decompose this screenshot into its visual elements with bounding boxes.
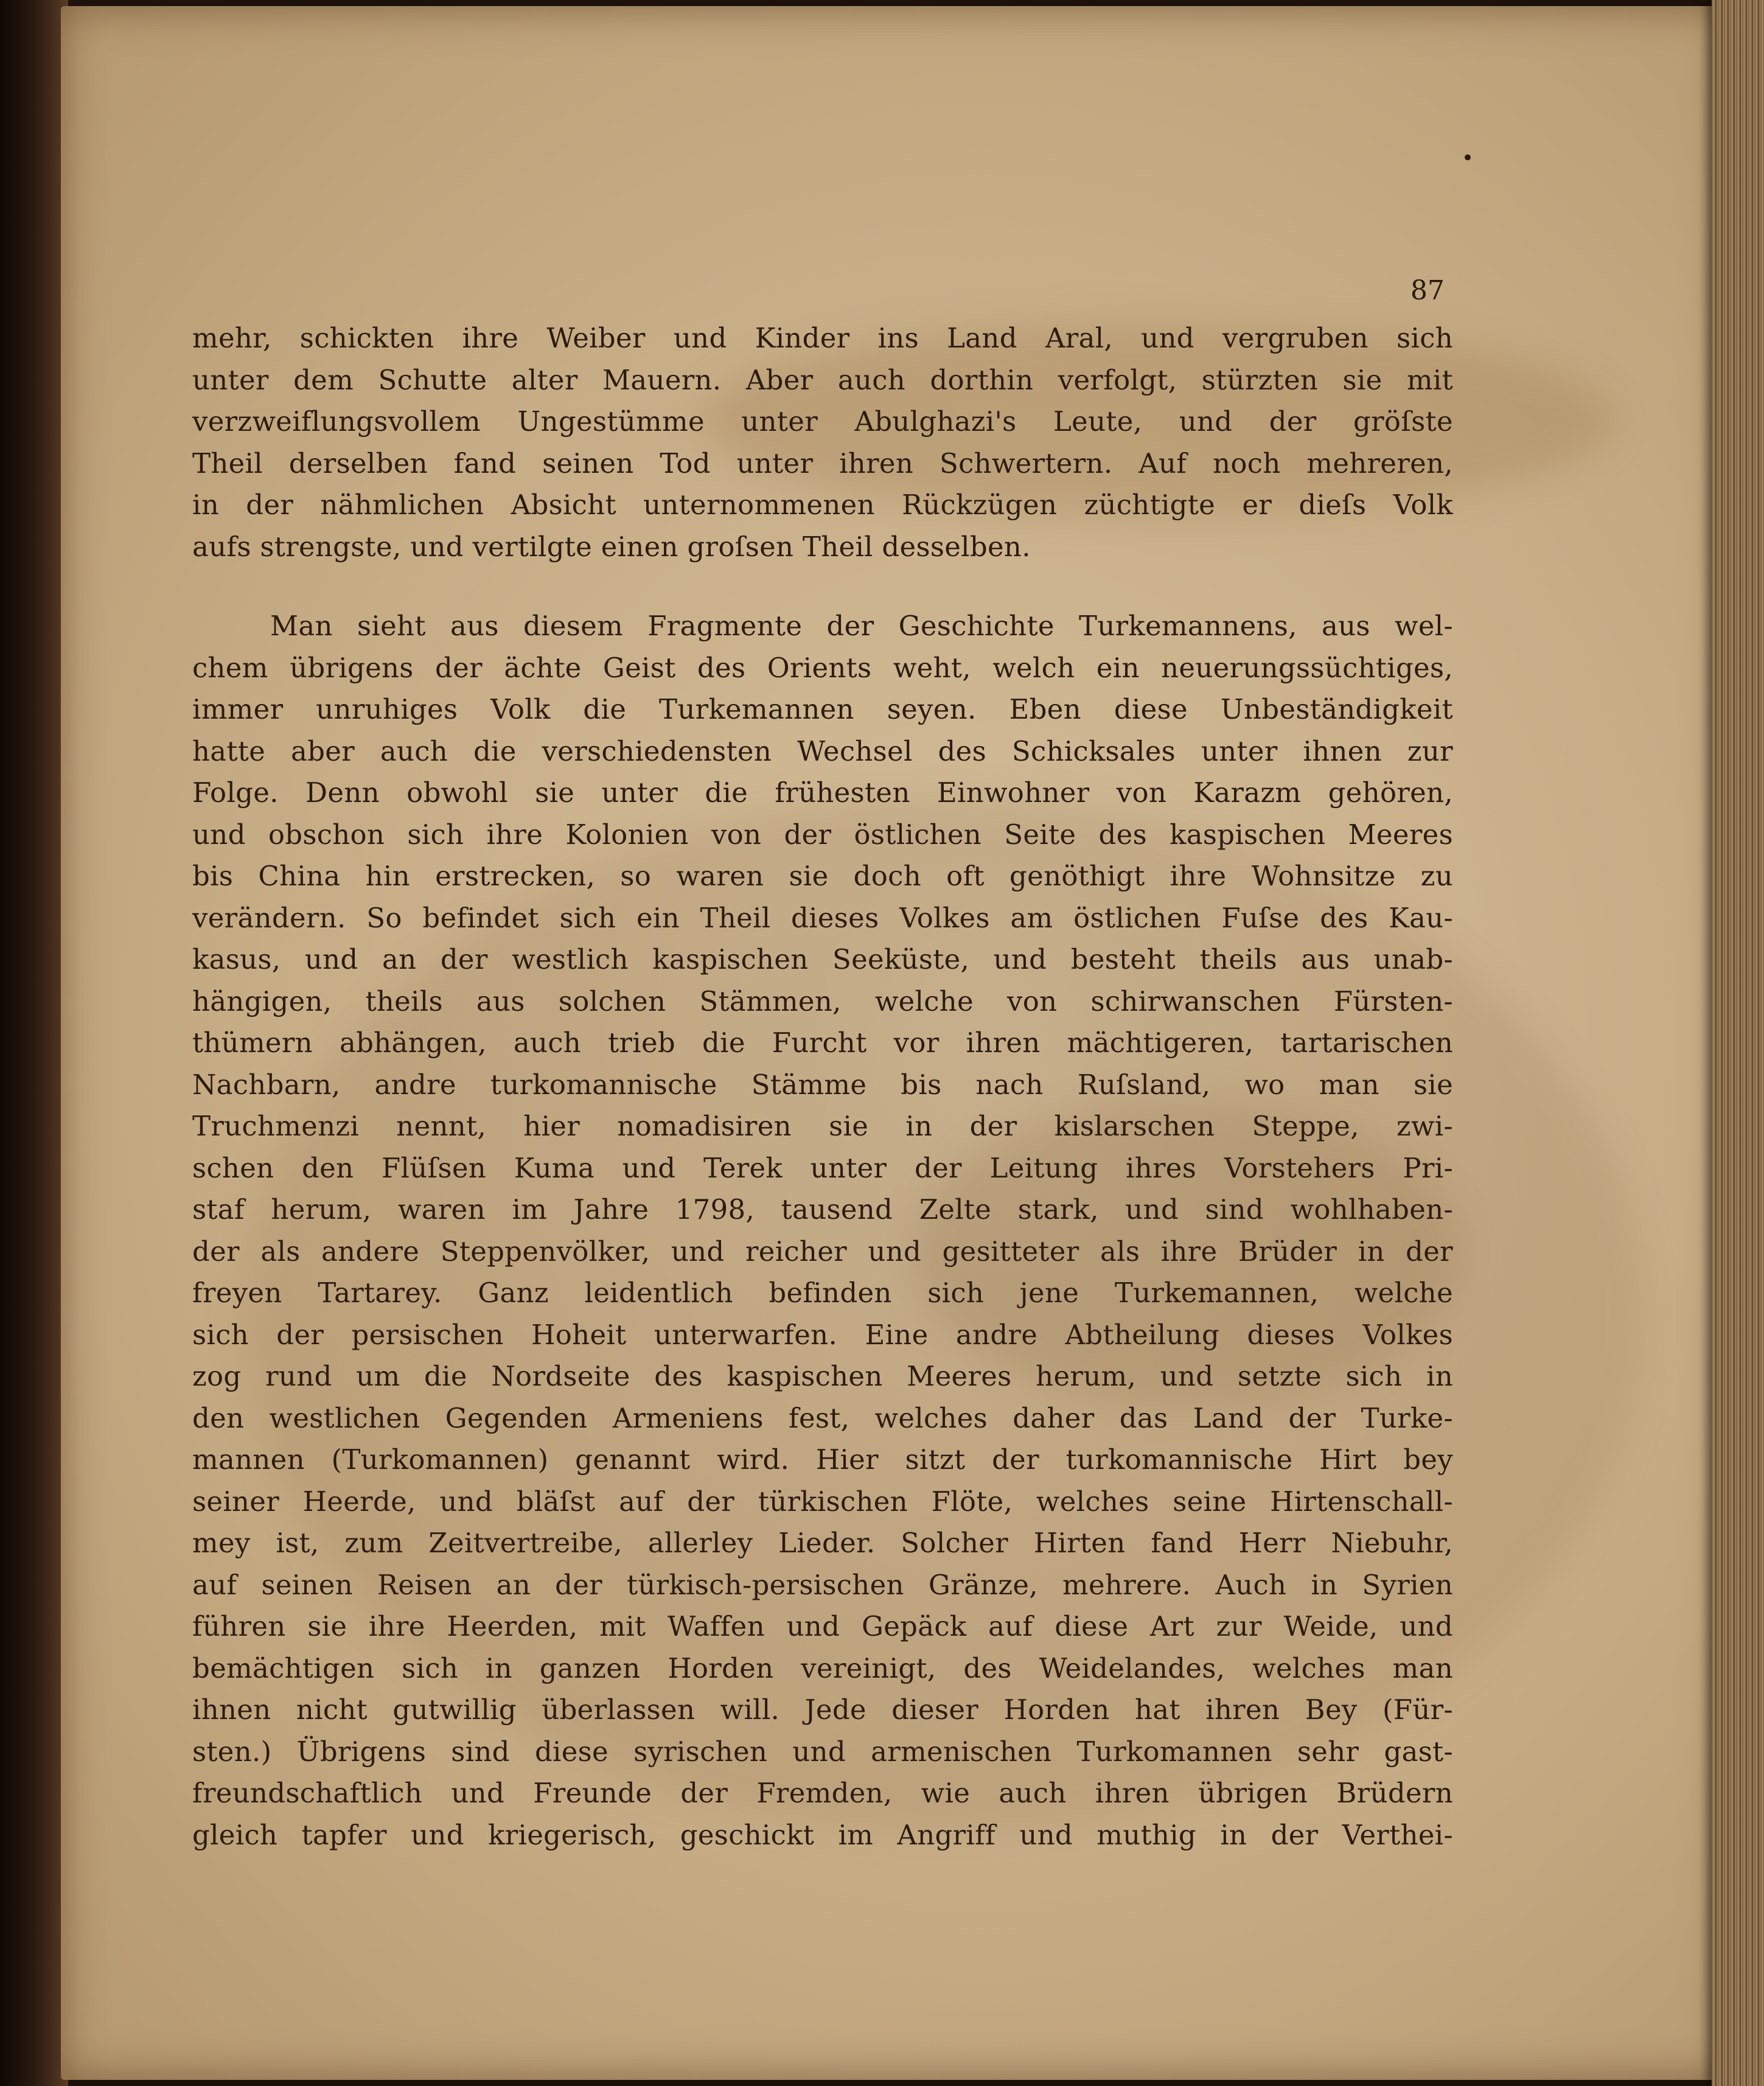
text-line: zog rund um die Nordseite des kaspischen Meeres herum, und setzte sich in [192, 1360, 1453, 1392]
text-line: ihnen nicht gutwillig überlassen will. Jede dieser Horden hat ihren Bey (Für- [192, 1694, 1453, 1726]
text-line: aufs strengste, und vertilgte einen groſsen Theil desselben. [192, 530, 1031, 563]
text-line: mannen (Turkomannen) genannt wird. Hier sitzt der turkomannische Hirt bey [192, 1443, 1453, 1476]
text-line: verzweiflungsvollem Ungestümme unter Abulghazi's Leute, und der gröſste [192, 405, 1453, 438]
text-line: mey ist, zum Zeitvertreibe, allerley Lieder. Solcher Hirten fand Herr Niebuhr, [192, 1527, 1453, 1559]
text-line: gleich tapfer und kriegerisch, geschickt im Angriff und muthig in der Verthei- [192, 1818, 1453, 1851]
text-line: bis China hin erstrecken, so waren sie doch oft genöthigt ihre Wohnsitze zu [192, 860, 1453, 892]
text-line: Man sieht aus diesem Fragmente der Geschichte Turkemannens, aus wel- [270, 610, 1453, 642]
text-line: Truchmenzi nennt, hier nomadisiren sie in der kislarschen Steppe, zwi- [192, 1110, 1453, 1142]
text-line: seiner Heerde, und bläſst auf der türkischen Flöte, welches seine Hirtenschall- [192, 1485, 1453, 1518]
text-line: freyen Tartarey. Ganz leidentlich befinden sich jene Turkemannen, welche [192, 1277, 1453, 1309]
text-line: mehr, schickten ihre Weiber und Kinder ins Land Aral, und vergruben sich [192, 322, 1453, 354]
text-line: kasus, und an der westlich kaspischen Seeküste, und besteht theils aus unab- [192, 943, 1453, 975]
paragraph-1 [192, 318, 1453, 568]
text-line: schen den Flüſsen Kuma und Terek unter der Leitung ihres Vorstehers Pri- [192, 1151, 1453, 1184]
text-line: den westlichen Gegenden Armeniens fest, welches daher das Land der Turke- [192, 1401, 1453, 1434]
text-line: Theil derselben fand seinen Tod unter ihren Schwertern. Auf noch mehreren, [192, 447, 1453, 480]
book-binding-left [0, 0, 68, 2086]
text-line: bemächtigen sich in ganzen Horden vereinigt, des Weidelandes, welches man [192, 1652, 1453, 1684]
text-line: chem übrigens der ächte Geist des Orients weht, welch ein neuerungssüchtiges, [192, 651, 1453, 684]
paragraph-2 [192, 605, 1453, 1856]
text-line: unter dem Schutte alter Mauern. Aber auch dorthin verfolgt, stürzten sie mit [192, 363, 1453, 396]
page-edges-right [1712, 0, 1764, 2086]
text-line: sten.) Übrigens sind diese syrischen und armenischen Turkomannen sehr gast- [192, 1735, 1453, 1768]
text-line: Folge. Denn obwohl sie unter die frühesten Einwohner von Karazm gehören, [192, 776, 1453, 809]
text-line: thümern abhängen, auch trieb die Furcht vor ihren mächtigeren, tartarischen [192, 1027, 1453, 1059]
text-line: sich der persischen Hoheit unterwarfen. Eine andre Abtheilung dieses Volkes [192, 1318, 1453, 1351]
text-line: hatte aber auch die verschiedensten Wechsel des Schicksales unter ihnen zur [192, 734, 1453, 767]
text-line: hängigen, theils aus solchen Stämmen, welche von schirwanschen Fürsten- [192, 985, 1453, 1017]
text-line: in der nähmlichen Absicht unternommenen Rückzügen züchtigte er dieſs Volk [192, 489, 1453, 521]
text-line: und obschon sich ihre Kolonien von der östlichen Seite des kaspischen Meeres [192, 818, 1453, 851]
text-line: auf seinen Reisen an der türkisch-persischen Gränze, mehrere. Auch in Syrien [192, 1568, 1453, 1601]
text-line: immer unruhiges Volk die Turkemannen seyen. Eben diese Unbeständigkeit [192, 693, 1453, 725]
text-line: freundschaftlich und Freunde der Fremden, wie auch ihren übrigen Brüdern [192, 1777, 1453, 1809]
ornament-mark: • [1462, 146, 1474, 170]
text-line: Nachbarn, andre turkomannische Stämme bis nach Ruſsland, wo man sie [192, 1068, 1453, 1101]
text-line: führen sie ihre Heerden, mit Waffen und Gepäck auf diese Art zur Weide, und [192, 1610, 1453, 1642]
text-line: verändern. So befindet sich ein Theil dieses Volkes am östlichen Fuſse des Kau- [192, 901, 1453, 934]
page-number: 87 [1410, 275, 1445, 306]
text-line: staf herum, waren im Jahre 1798, tausend Zelte stark, und sind wohlhaben- [192, 1193, 1453, 1226]
text-line: der als andere Steppenvölker, und reicher und gesitteter als ihre Brüder in der [192, 1235, 1453, 1268]
